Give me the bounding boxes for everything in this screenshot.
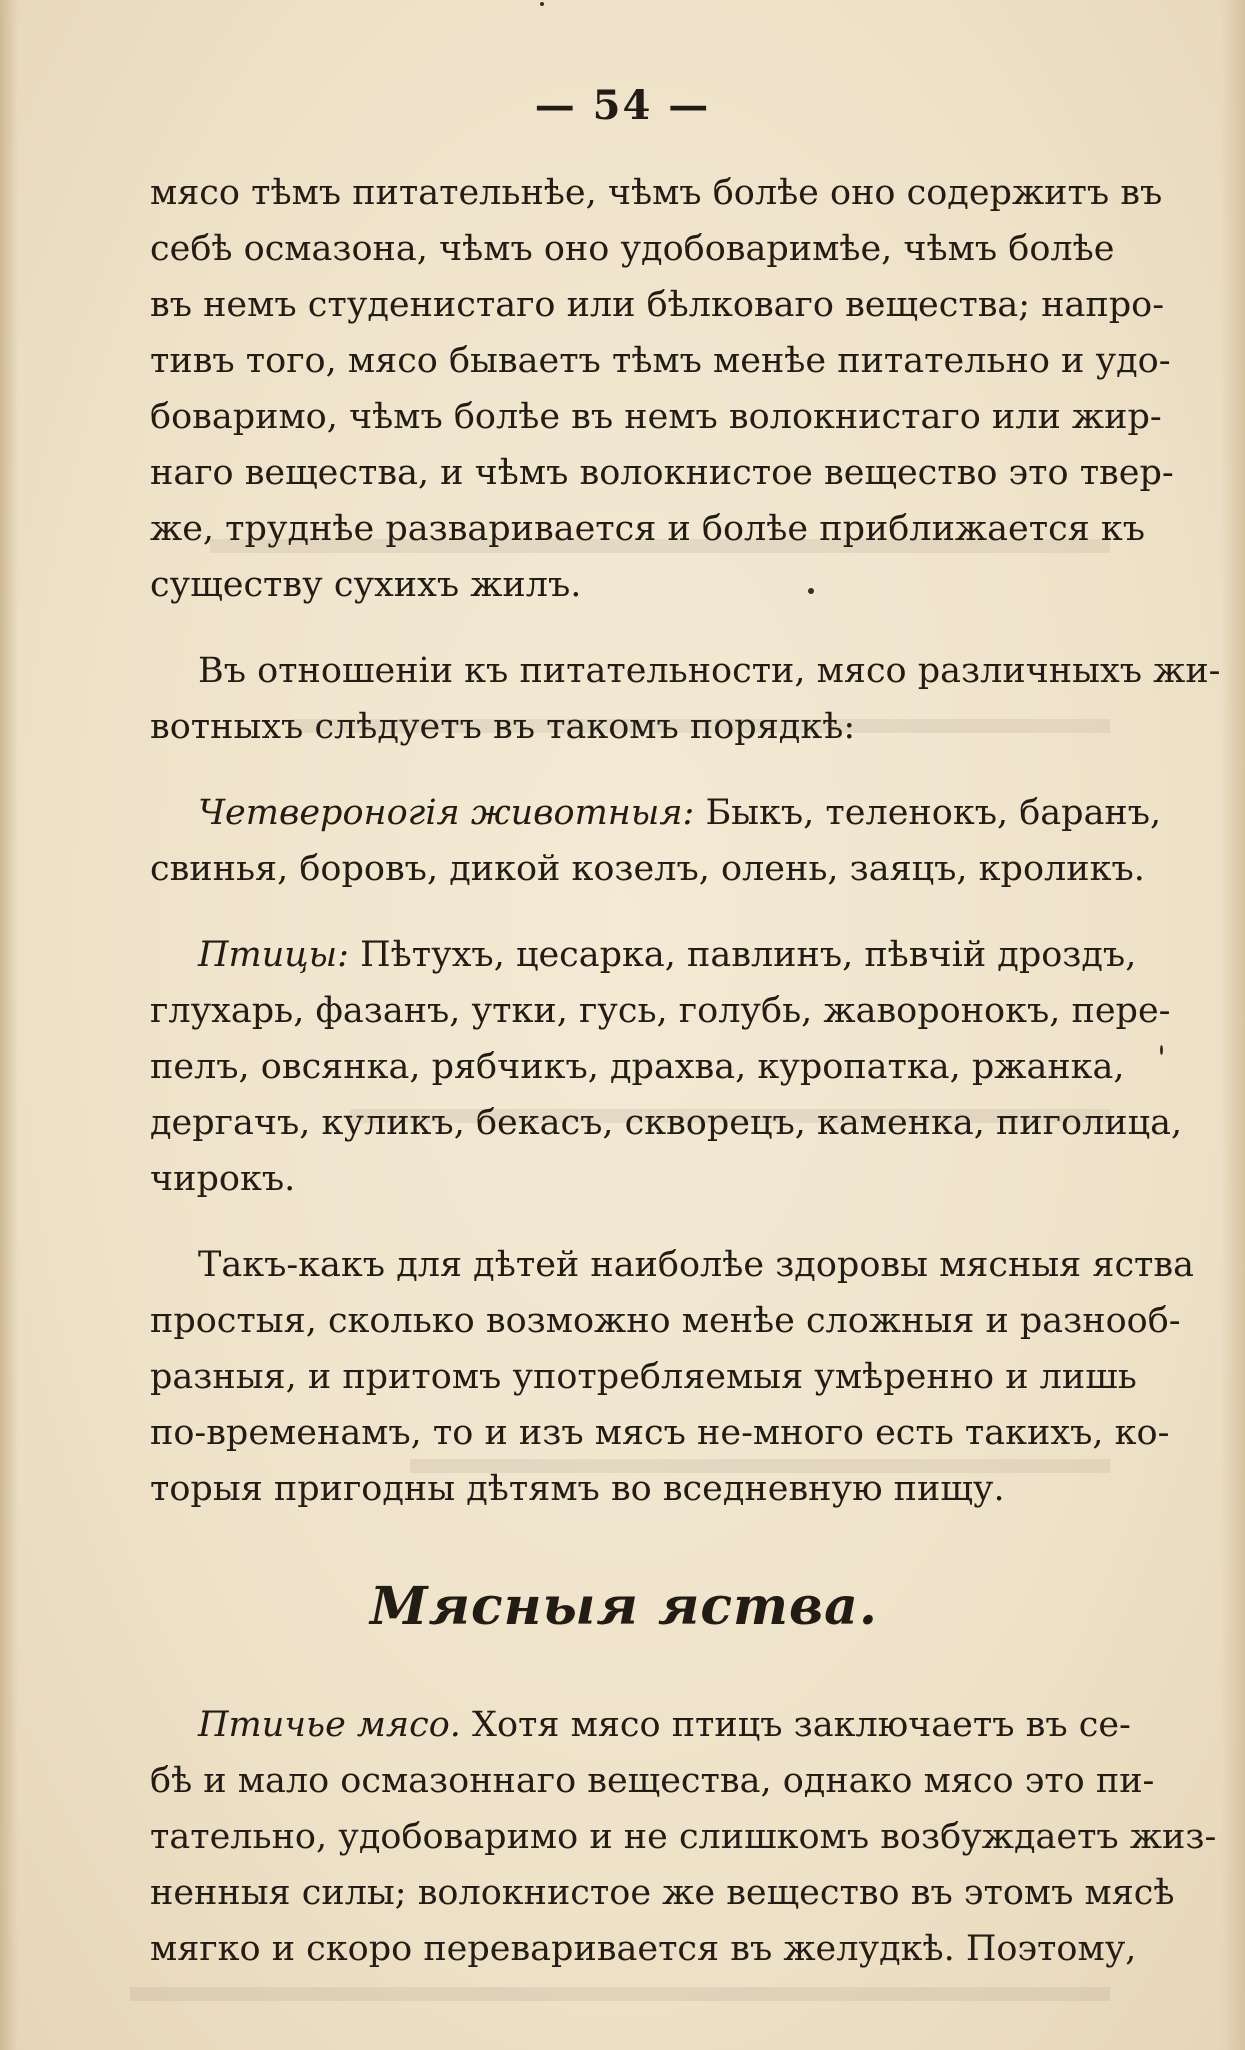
text-line <box>150 927 1137 983</box>
text-line <box>150 1697 1131 1753</box>
text-line: себѣ осмазона, чѣмъ оно удобоваримѣе, чѣмъ болѣе <box>150 229 1115 269</box>
text-line: свинья, боровъ, дикой козелъ, олень, заяцъ, кроликъ. <box>150 849 1145 889</box>
paragraph-gap <box>150 897 1098 927</box>
text-line: бѣ и мало осмазоннаго вещества, однако мясо это пи- <box>150 1761 1155 1801</box>
text-line: мягко и скоро переваривается въ желудкѣ. Поэтому, <box>150 1929 1137 1969</box>
text-line: боваримо, чѣмъ болѣе въ немъ волокнистаго или жир- <box>150 397 1162 437</box>
text-line: разныя, и притомъ употребляемыя умѣренно и лишь <box>150 1357 1137 1397</box>
paragraph-children-diet <box>150 1237 1194 1517</box>
text-line <box>150 785 1162 841</box>
text-fragment: Быкъ, теленокъ, баранъ, <box>694 793 1162 833</box>
text-column <box>150 165 1221 1977</box>
text-line: вотныхъ слѣдуетъ въ такомъ порядкѣ: <box>150 707 856 747</box>
paragraph-gap <box>150 613 1098 643</box>
page-edge-left <box>0 0 18 2050</box>
text-line: глухарь, фазанъ, утки, гусь, голубь, жаворонокъ, пере- <box>150 991 1171 1031</box>
text-line: пелъ, овсянка, рябчикъ, драхва, куропатка, ржанка, <box>150 1047 1125 1087</box>
text-fragment: Пѣтухъ, цесарка, павлинъ, пѣвчій дроздъ, <box>348 935 1137 975</box>
paragraph-quadrupeds <box>150 785 1162 897</box>
paragraph-gap <box>150 1667 1098 1697</box>
paragraph-birds <box>150 927 1183 1207</box>
ink-speck <box>540 2 544 6</box>
text-line: по-временамъ, то и изъ мясъ не-много есть такихъ, ко- <box>150 1413 1170 1453</box>
text-line: простыя, сколько возможно менѣе сложныя и разнооб- <box>150 1301 1181 1341</box>
text-line: существу сухихъ жилъ. <box>150 565 582 605</box>
category-label-quadrupeds: Четвероногія животныя: <box>198 793 695 833</box>
paragraph-gap <box>150 1517 1098 1547</box>
paragraph-meat-nutrition <box>150 165 1174 613</box>
section-heading: Мясныя яства. <box>370 1576 878 1637</box>
paragraph-nutrition-order <box>150 643 1221 755</box>
category-label-birds: Птицы: <box>198 935 349 975</box>
text-line: чирокъ. <box>150 1159 296 1199</box>
paragraph-poultry <box>150 1697 1217 1977</box>
text-line: Такъ-какъ для дѣтей наиболѣе здоровы мясныя яства <box>198 1245 1194 1285</box>
text-line: мясо тѣмъ питательнѣе, чѣмъ болѣе оно содержитъ въ <box>150 173 1163 213</box>
text-line: торыя пригодны дѣтямъ во вседневную пищу. <box>150 1469 1005 1509</box>
text-line: ненныя силы; волокнистое же вещество въ этомъ мясѣ <box>150 1873 1175 1913</box>
subheading-poultry: Птичье мясо. <box>198 1705 461 1745</box>
page-edge-right <box>1221 0 1245 2050</box>
text-line: наго вещества, и чѣмъ волокнистое вещество это твер- <box>150 453 1174 493</box>
text-line: Въ отношеніи къ питательности, мясо различныхъ жи- <box>198 651 1221 691</box>
ink-speck <box>1160 1045 1163 1055</box>
paragraph-gap <box>150 1207 1098 1237</box>
paragraph-gap <box>150 755 1098 785</box>
text-line: тательно, удобоваримо и не слишкомъ возбуждаетъ жиз- <box>150 1817 1217 1857</box>
page-number: — 54 — <box>534 82 711 129</box>
text-fragment: Хотя мясо птицъ заключаетъ въ се- <box>460 1705 1131 1745</box>
text-line: въ немъ студенистаго или бѣлковаго вещества; напро- <box>150 285 1165 325</box>
text-line: дергачъ, куликъ, бекасъ, скворецъ, каменка, пиголица, <box>150 1103 1183 1143</box>
text-line: тивъ того, мясо бываетъ тѣмъ менѣе питательно и удо- <box>150 341 1171 381</box>
text-line: же, труднѣе разваривается и болѣе приближается къ <box>150 509 1146 549</box>
